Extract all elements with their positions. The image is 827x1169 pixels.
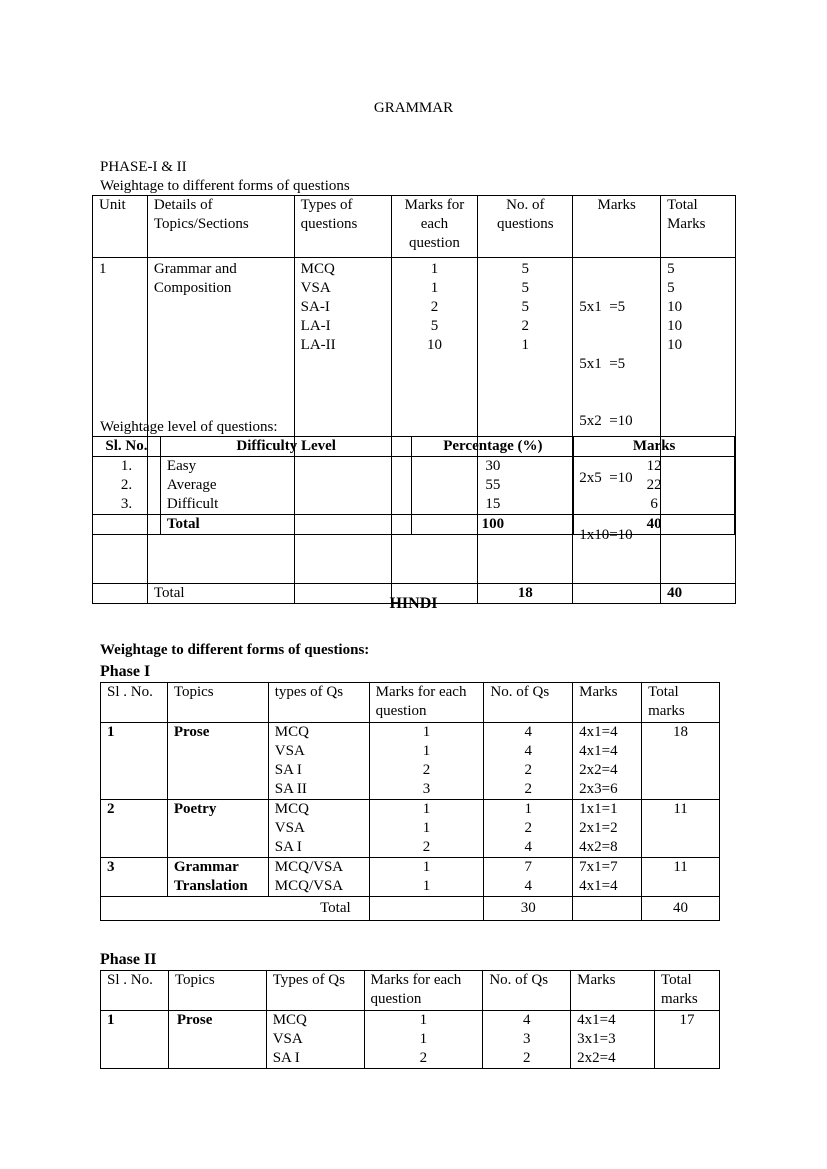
table-header-row (101, 683, 720, 723)
cell-line: 1 (419, 1012, 428, 1028)
table-row (101, 858, 720, 897)
header-cell: Details of Topics/Sections (147, 196, 294, 258)
cell-line: 5x2 =10 (579, 413, 633, 429)
header-cell: types of Qs (268, 683, 369, 723)
total-label: Total (160, 515, 412, 535)
table-header-row (93, 437, 735, 457)
cell-line: 4 (524, 743, 533, 759)
total-marks-value: 40 (642, 897, 720, 921)
header-cell: Topics (167, 683, 268, 723)
cell-line: 1 (430, 261, 439, 277)
cell-line: 4 (524, 839, 533, 855)
topic-cell: Grammar Translation (167, 858, 268, 897)
header-cell: Marks (574, 437, 735, 457)
cell-line: 2x1=2 (579, 820, 618, 836)
cell-line: 4 (524, 878, 533, 894)
header-cell: Total marks (655, 971, 720, 1011)
header-cell: Marks (571, 971, 655, 1011)
cell-line: 5 (521, 280, 530, 296)
total-row (101, 897, 720, 921)
cell-line: SA-I (300, 299, 330, 315)
phase2-label: Phase II (100, 951, 157, 968)
marks-cell (574, 457, 735, 515)
header-cell: Percentage (%) (412, 437, 574, 457)
num-questions-cell (483, 1011, 571, 1069)
cell-line: 22 (646, 477, 662, 493)
cell-line: LA-II (300, 337, 336, 353)
marks-cell (573, 800, 642, 858)
table-row (101, 723, 720, 800)
cell-line: 1 (422, 743, 431, 759)
level-heading: Weightage level of questions: (100, 419, 278, 435)
cell-line: 2 (522, 1050, 531, 1066)
total-num-questions: 18 (478, 584, 573, 604)
types-cell (268, 723, 369, 800)
cell-line: 10 (667, 299, 683, 315)
header-cell: Difficulty Level (160, 437, 412, 457)
cell-line: 2 (422, 762, 431, 778)
header-cell: Total marks (642, 683, 720, 723)
table-row (101, 800, 720, 858)
cell-line: VSA (300, 280, 331, 296)
percentage-cell (412, 457, 574, 515)
header-cell: Marks for each question (364, 971, 483, 1011)
header-cell: Types of Qs (266, 971, 364, 1011)
cell-line: 1 (430, 280, 439, 296)
cell-line: SA II (274, 781, 307, 797)
difficulty-level-table (92, 436, 735, 535)
cell-line: 1. (120, 458, 133, 474)
cell-line: 1 (422, 801, 431, 817)
cell-line: 3 (522, 1031, 531, 1047)
cell-line: 4x1=4 (579, 878, 618, 894)
header-cell: Marks (573, 683, 642, 723)
total-label: Total (147, 584, 294, 604)
cell-line: MCQ (272, 1012, 307, 1028)
topic-cell: Prose (168, 1011, 266, 1069)
sl-cell: 2 (101, 800, 168, 858)
cell-line: 1x10=10 (579, 527, 633, 543)
grammar-title: GRAMMAR (373, 100, 454, 116)
marks-each-cell (369, 723, 484, 800)
cell-line: 12 (646, 458, 662, 474)
total-marks-cell: 18 (642, 723, 720, 800)
cell-line: 2. (120, 477, 133, 493)
header-cell: Unit (93, 196, 148, 258)
unit-cell: 1 (93, 258, 148, 584)
cell-line: 5x1 =5 (579, 356, 626, 372)
header-cell: No. of Qs (483, 971, 571, 1011)
cell-line: 1 (422, 859, 431, 875)
grammar-weightage-table (92, 195, 736, 604)
cell-line: 1 (524, 801, 533, 817)
cell-line: Average (166, 477, 217, 493)
num-questions-cell (484, 858, 573, 897)
total-marks-cell: 17 (655, 1011, 720, 1069)
cell-line: 5 (521, 299, 530, 315)
cell-line: VSA (274, 743, 305, 759)
cell-line: 3x1=3 (577, 1031, 616, 1047)
header-cell: Marks for each question (391, 196, 478, 258)
header-cell: Types of questions (294, 196, 391, 258)
cell-line: 4x1=4 (577, 1012, 616, 1028)
header-cell: Sl . No. (101, 683, 168, 723)
cell-line: 3. (120, 496, 133, 512)
cell-line: 10 (667, 337, 683, 353)
topic-cell: Grammar and Composition (147, 258, 294, 584)
cell-line: MCQ (274, 801, 309, 817)
hindi-phase1-table (100, 682, 720, 921)
total-marks-value: 40 (661, 584, 736, 604)
sl-cell: 3 (101, 858, 168, 897)
total-label: Total (101, 897, 370, 921)
num-questions-cell (484, 723, 573, 800)
cell-line: 2 (524, 820, 533, 836)
cell-line: 3 (422, 781, 431, 797)
sl-cell: 1 (101, 1011, 169, 1069)
num-questions-cell (484, 800, 573, 858)
empty-cell (93, 515, 161, 535)
cell-line: 15 (485, 496, 501, 512)
cell-line: 2 (419, 1050, 428, 1066)
phase1-label: Phase I (100, 663, 151, 680)
total-marks-cell: 11 (642, 800, 720, 858)
cell-line: MCQ/VSA (274, 878, 344, 894)
marks-each-cell (369, 858, 484, 897)
table-row (93, 457, 735, 515)
cell-line: 2 (524, 781, 533, 797)
total-num-questions: 30 (484, 897, 573, 921)
marks-each-cell (369, 800, 484, 858)
cell-line: SA I (272, 1050, 300, 1066)
types-cell (266, 1011, 364, 1069)
cell-line: VSA (274, 820, 305, 836)
header-cell: Marks for each question (369, 683, 484, 723)
marks-cell (573, 858, 642, 897)
grammar-weightage-heading: Weightage to different forms of questions (100, 178, 350, 194)
level-cell (160, 457, 412, 515)
cell-line: 5 (667, 280, 675, 296)
table-row (101, 1011, 720, 1069)
header-cell: Marks (573, 196, 661, 258)
cell-line: 1 (521, 337, 530, 353)
header-cell: No. of Qs (484, 683, 573, 723)
total-row (93, 515, 735, 535)
types-cell (268, 858, 369, 897)
sl-cell (93, 457, 161, 515)
cell-line: 6 (650, 496, 658, 512)
cell-line: 4x2=8 (579, 839, 618, 855)
cell-line: SA I (274, 839, 302, 855)
cell-line: Difficult (166, 496, 219, 512)
header-cell: Sl. No. (93, 437, 161, 457)
hindi-phase2-table (100, 970, 720, 1069)
cell-line: 5 (667, 261, 675, 277)
header-cell: Topics (168, 971, 266, 1011)
cell-line: 10 (667, 318, 683, 334)
hindi-weightage-heading: Weightage to different forms of questions: (100, 642, 370, 658)
topic-cell: Prose (167, 723, 268, 800)
marks-cell (573, 723, 642, 800)
table-header-row (101, 971, 720, 1011)
marks-each-cell (364, 1011, 483, 1069)
cell-line: 7x1=7 (579, 859, 618, 875)
cell-line: SA I (274, 762, 302, 778)
cell-line: 4x1=4 (579, 724, 618, 740)
cell-line: LA-I (300, 318, 331, 334)
cell-line: VSA (272, 1031, 303, 1047)
cell-line: 2x5 =10 (579, 470, 633, 486)
grammar-phase-label: PHASE-I & II (100, 159, 187, 175)
cell-line: 2x2=4 (577, 1050, 616, 1066)
header-cell: No. of questions (478, 196, 573, 258)
cell-line: Easy (166, 458, 197, 474)
topic-cell: Poetry (167, 800, 268, 858)
cell-line: 1 (422, 724, 431, 740)
total-marks-value: 40 (574, 515, 735, 535)
sl-cell: 1 (101, 723, 168, 800)
cell-line: 1 (422, 820, 431, 836)
cell-line: 4 (524, 724, 533, 740)
cell-line: 5 (430, 318, 439, 334)
cell-line: 1x1=1 (579, 801, 618, 817)
cell-line: 10 (426, 337, 442, 353)
cell-line: 2 (422, 839, 431, 855)
cell-line: 2 (521, 318, 530, 334)
cell-line: 1 (422, 878, 431, 894)
header-cell: Sl . No. (101, 971, 169, 1011)
hindi-title: HINDI (389, 595, 438, 612)
cell-line: MCQ (300, 261, 335, 277)
marks-cell (571, 1011, 655, 1069)
cell-line: 7 (524, 859, 533, 875)
cell-line: 2x3=6 (579, 781, 618, 797)
cell-line: 55 (485, 477, 501, 493)
total-percentage: 100 (412, 515, 574, 535)
empty-cell (573, 897, 642, 921)
cell-line: 5x1 =5 (579, 299, 626, 315)
cell-line: 5 (521, 261, 530, 277)
cell-line: MCQ (274, 724, 309, 740)
cell-line: 30 (485, 458, 501, 474)
total-marks-cell: 11 (642, 858, 720, 897)
types-cell (268, 800, 369, 858)
cell-line: 4 (522, 1012, 531, 1028)
cell-line: 2x2=4 (579, 762, 618, 778)
cell-line: 2 (430, 299, 439, 315)
cell-line: MCQ/VSA (274, 859, 344, 875)
table-header-row (93, 196, 736, 258)
cell-line: 2 (524, 762, 533, 778)
cell-line: 1 (419, 1031, 428, 1047)
cell-line: 4x1=4 (579, 743, 618, 759)
empty-cell (369, 897, 484, 921)
header-cell: Total Marks (661, 196, 736, 258)
